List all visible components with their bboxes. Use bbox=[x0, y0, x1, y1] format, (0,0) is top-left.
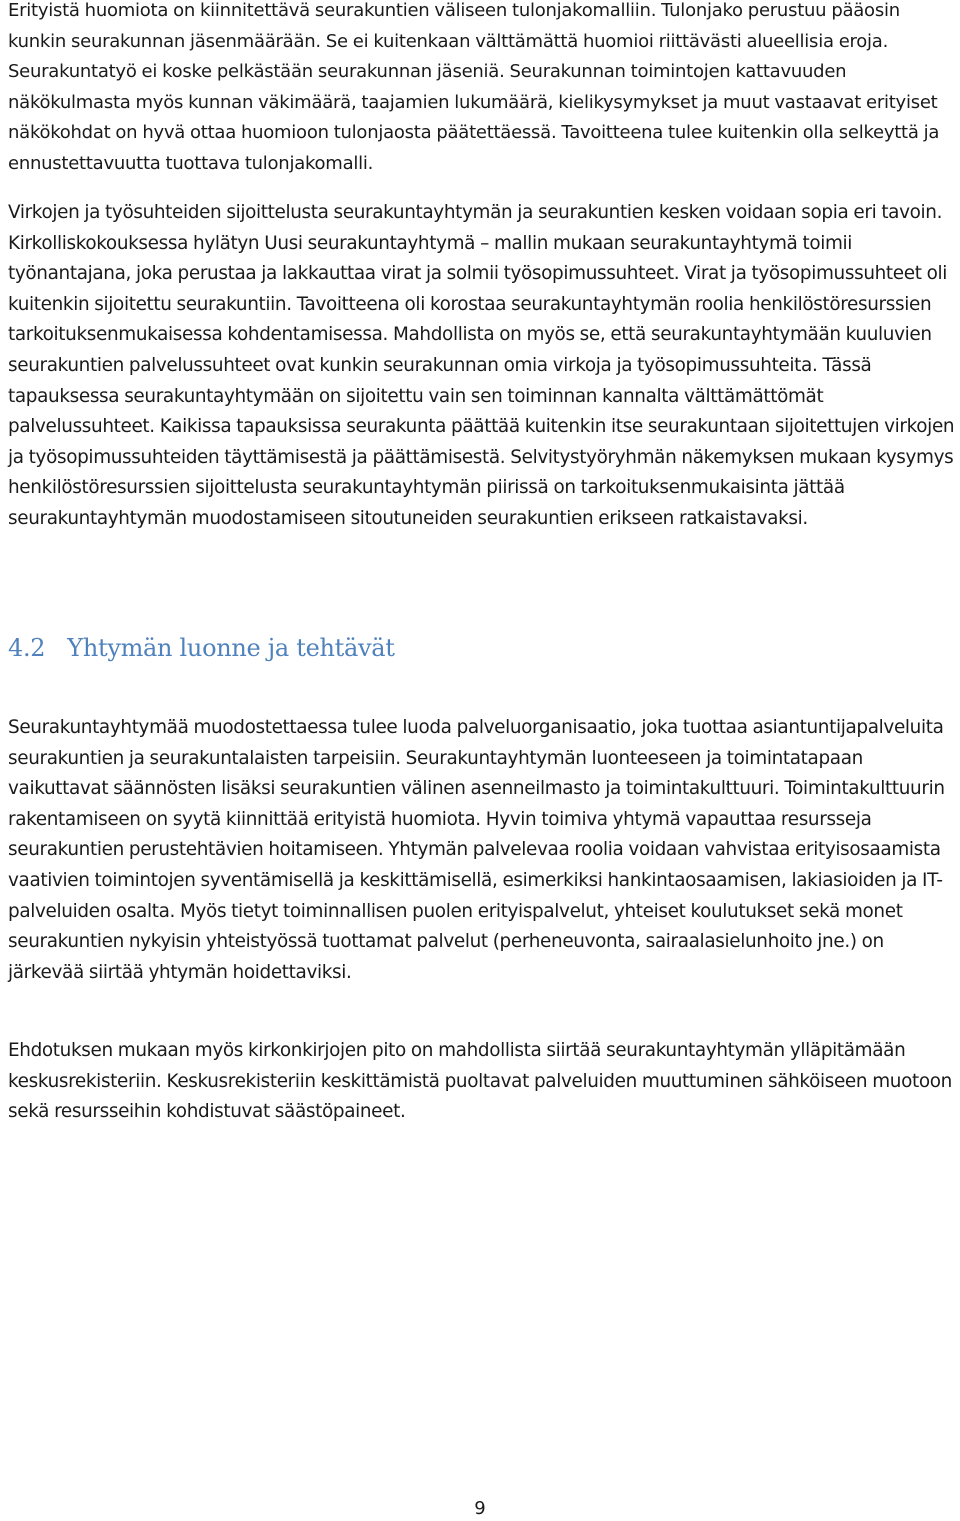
paragraph-luonne: Seurakuntayhtymää muodostettaessa tulee luoda palveluorganisaatio, joka tuottaa asiantuntijapalveluita seurakuntien ja seurakuntalaisten tarpeisiin. Seurakuntayhtymän luonteeseen ja toimintatapaan vaikuttavat säännösten lisäksi seurakuntien välinen asenneilmasto ja toimintakulttuuri. Toimintakulttuurin rakentamiseen on syytä kiinnittää erityistä huomiota. Hyvin toimiva yhtymä vapauttaa resursseja seurakuntien perustehtävien hoitamiseen. Yhtymän palvelevaa roolia voidaan vahvistaa erityisosaamista vaativien toimintojen syventämisellä ja keskittämisellä, esimerkiksi hankintaosaamisen, lakiasioiden ja IT-palveluiden osalta. Myös tietyt toiminnallisen puolen erityispalvelut, yhteiset koulutukset sekä monet seurakuntien nykyisin yhteistyössä tuottamat palvelut (perheneuvonta, sairaalasielunhoito jne.) on järkevää siirtää yhtymän hoidettaviksi. bbox=[8, 717, 945, 983]
section-title: Yhtymän luonne ja tehtävät bbox=[67, 634, 395, 662]
paragraph-tulonjako-part-2: Seurakunnan toimintojen kattavuuden näkökulmasta myös kunnan väkimäärä, taajamien lukumäärä, kielikysymykset ja muut vastaavat erityiset näkökohdat on hyvä ottaa huomioon tulonjaosta päätettäessä. bbox=[8, 61, 938, 144]
paragraph-virat: Virkojen ja työsuhteiden sijoittelusta seurakuntayhtymän ja seurakuntien kesken voidaan sopia eri tavoin. Kirkolliskokouksessa hylätyn Uusi seurakuntayhtymä – mallin mukaan seurakuntayhtymä toimii työnantajana, joka perustaa ja lakkauttaa virat ja solmii työsopimussuhteet. Virat ja työsopimussuhteet oli kuitenkin sijoitettu seurakuntiin. Tavoitteena oli korostaa seurakuntayhtymän roolia henkilöstöresurssien tarkoituksenmukaisessa kohdentamisessa. Mahdollista on myös se, että seurakuntayhtymään kuuluvien seurakuntien palvelussuhteet ovat kunkin seurakunnan omia virkoja ja työsopimussuhteita. Tässä tapauksessa seurakuntayhtymään on sijoitettu vain sen toiminnan kannalta välttämättömät palvelussuhteet. Kaikissa tapauksissa seurakunta päättää kuitenkin itse seurakuntaan sijoitettujen virkojen ja työsopimussuhteiden täyttämisestä ja päättämisestä. Selvitystyöryhmän näkemyksen mukaan kysymys henkilöstöresurssien sijoittelusta seurakuntayhtymän piirissä on tarkoituksenmukaisinta jättää seurakuntayhtymän muodostamiseen sitoutuneiden seurakuntien erikseen ratkaistavaksi. bbox=[8, 202, 955, 529]
section-heading bbox=[8, 630, 395, 666]
section-number: 4.2 bbox=[8, 634, 46, 662]
paragraph-kirkonkirjat: Ehdotuksen mukaan myös kirkonkirjojen pito on mahdollista siirtää seurakuntayhtymän ylläpitämään keskusrekisteriin. Keskusrekisteriin keskittämistä puoltavat palveluiden muuttuminen sähköiseen muotoon sekä resursseihin kohdistuvat säästöpaineet. bbox=[8, 1040, 952, 1123]
page-number: 9 bbox=[474, 1498, 486, 1519]
paragraph-tulonjako-part-1: Erityistä huomiota on kiinnitettävä seurakuntien väliseen tulonjakomalliin. Tulonjako perustuu pääosin kunkin seurakunnan jäsenmäärään. Se ei kuitenkaan välttämättä huomioi riittävästi alueellisia eroja. Seurakuntatyö ei koske pelkästään seurakunnan jäseniä. bbox=[8, 0, 900, 83]
paragraph-tulonjako bbox=[8, 0, 958, 180]
paragraph-tulonjako-part-3: Tavoitteena tulee kuitenkin olla selkeyttä ja ennustettavuutta tuottava tulonjakomalli. bbox=[8, 122, 940, 174]
